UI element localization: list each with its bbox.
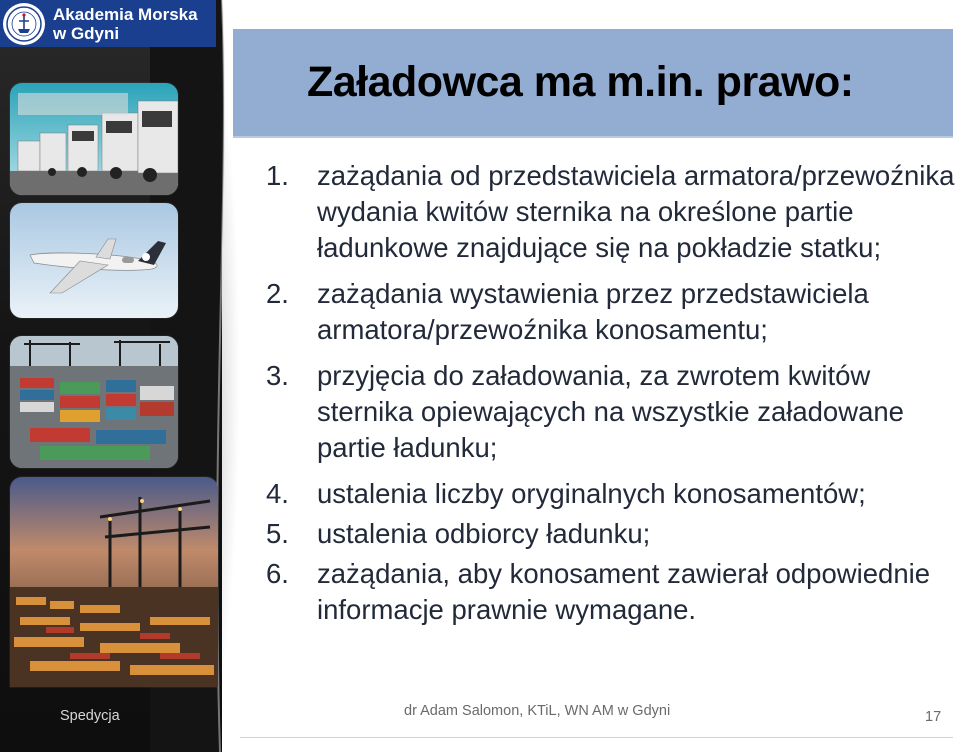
night-port-photo	[10, 477, 218, 687]
list-item	[266, 556, 960, 628]
list-item	[266, 516, 960, 552]
university-seal-icon	[3, 3, 45, 45]
list-item-text: ustalenia liczby oryginalnych konosamentów;	[317, 478, 866, 509]
list-item	[266, 158, 960, 266]
airplane-photo	[10, 203, 178, 318]
container-port-photo	[10, 336, 178, 468]
logo-line-1: Akademia Morska	[53, 4, 198, 24]
list-item-number: 5.	[266, 518, 289, 549]
list-item	[266, 358, 960, 466]
logo-line-2: w Gdyni	[53, 23, 120, 43]
list-item	[266, 476, 960, 512]
footer-divider	[240, 737, 953, 738]
list-item-number: 6.	[266, 558, 289, 589]
footer-author: dr Adam Salomon, KTiL, WN AM w Gdyni	[404, 703, 671, 719]
list-item-number: 2.	[266, 278, 289, 309]
page-number: 17	[925, 709, 942, 725]
footer-course-name: Spedycja	[60, 708, 120, 724]
university-logo	[0, 0, 216, 47]
list-item-number: 3.	[266, 360, 289, 391]
list-item-text: ustalenia odbiorcy ładunku;	[317, 518, 651, 549]
logo-text	[53, 5, 198, 43]
list-item-number: 4.	[266, 478, 289, 509]
list-item	[266, 276, 960, 348]
list-item-text: zażądania od przedstawiciela armatora/przewoźnika wydania kwitów sternika na określone partie ładunkowe znajdujące się na pokładzie statku;	[317, 160, 955, 263]
rights-list	[266, 158, 960, 638]
list-item-text: zażądania, aby konosament zawierał odpowiednie informacje prawnie wymagane.	[317, 558, 931, 625]
slide-title: Załadowca ma m.in. prawo:	[307, 58, 854, 106]
trucks-photo	[10, 83, 178, 195]
list-item-text: zażądania wystawienia przez przedstawiciela armatora/przewoźnika konosamentu;	[317, 278, 869, 345]
title-bar	[233, 29, 953, 138]
list-item-number: 1.	[266, 160, 289, 191]
list-item-text: przyjęcia do załadowania, za zwrotem kwitów sternika opiewających na wszystkie załadowane partie ładunku;	[317, 360, 904, 463]
